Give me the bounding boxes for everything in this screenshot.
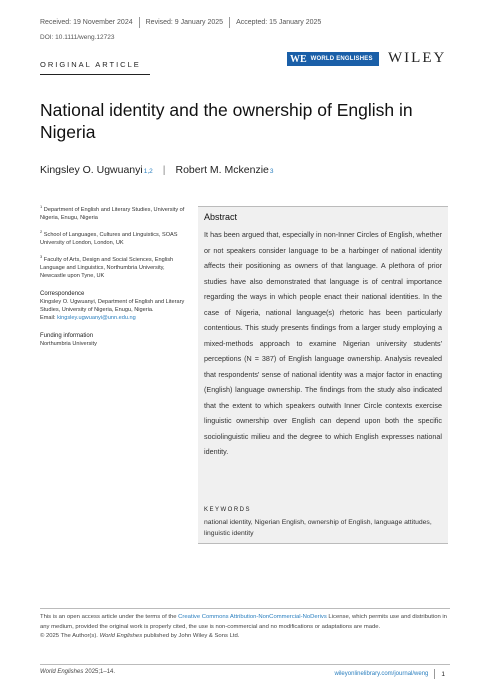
email-link[interactable]: kingsley.ugwuanyi@unn.edu.ng (57, 314, 136, 321)
footer-citation (40, 669, 115, 675)
author-name[interactable]: Robert M. Mckenzie (175, 164, 269, 176)
abstract-text: It has been argued that, especially in non-Inner Circles of English, whether or not speakers consider language to be a harbinger of national identity affects their positioning as owners of that language. A plethora of prior studies have also demonstrated that language is of central importance regarding the ways in which people enact their national identities. In the case of Nigeria, national language(s) rhetoric has been particularly contentious. This study presents findings from a larger study employing a mixed-methods approach to examine Nigerian university students' perceptions (N = 387) of English language ownership. Analysis revealed that respondents' sense of national identity was a major factor in enacting (English) language ownership. The findings from the study also indicated that the extent to which speakers outwith Inner Circle contexts exercise linguistic ownership over English can depend upon both the specific sociolinguistic milieu and the degree to which English expresses national identity. (204, 230, 442, 456)
author-name[interactable]: Kingsley O. Ugwuanyi (40, 164, 143, 176)
date-divider (139, 17, 140, 28)
publication-dates (40, 17, 321, 28)
revised-date: Revised: 9 January 2025 (145, 19, 224, 26)
author-info-column (40, 203, 190, 354)
correspondence-heading: Correspondence (40, 290, 85, 297)
author-affiliation-ref[interactable]: 1,2 (143, 168, 153, 175)
license-link[interactable]: Creative Commons Attribution-NonCommercial-NoDerivs (178, 614, 327, 620)
copyright-journal: World Englishes (99, 633, 143, 639)
date-divider (229, 17, 230, 28)
license-text-after: License, which permits use and distribution in any medium, provided the original work is properly cited, the use is non-commercial and no modifications or adaptations are made. (40, 614, 447, 630)
journal-url-link[interactable]: wileyonlinelibrary.com/journal/weng (334, 671, 429, 677)
affiliation (40, 203, 190, 222)
affiliation-number: 1 (40, 204, 43, 209)
journal-logo[interactable] (287, 52, 379, 66)
footer-right (334, 669, 445, 679)
footer-divider (434, 669, 435, 679)
correspondence-text: Kingsley O. Ugwuanyi, Department of English and Literary Studies, University of Nigeria, Enugu, Nigeria. (40, 298, 185, 313)
footer-journal-name: World Englishes (40, 669, 84, 675)
article-type: ORIGINAL ARTICLE (40, 60, 141, 69)
affiliation-text: Department of English and Literary Studies, University of Nigeria, Enugu, Nigeria (40, 206, 185, 221)
author-affiliation-ref[interactable]: 3 (269, 168, 274, 175)
footer-citation-rest: 2025;1–14. (83, 669, 116, 675)
accepted-date: Accepted: 15 January 2025 (236, 19, 322, 26)
copyright-text: © 2025 The Author(s). (40, 633, 100, 639)
abstract-heading: Abstract (204, 212, 238, 222)
footnote-rule (40, 608, 450, 609)
affiliation-text: School of Languages, Cultures and Linguistics, SOAS University of London, London, UK (40, 231, 178, 246)
affiliation (40, 228, 190, 247)
author-separator: | (162, 164, 166, 176)
publisher-logo[interactable]: WILEY (388, 50, 447, 66)
journal-logo-text: WORLD ENGLISHES (310, 56, 373, 62)
license-text-before: This is an open access article under the terms of the (40, 614, 179, 620)
received-date: Received: 19 November 2024 (40, 19, 133, 26)
funding-information (40, 332, 190, 348)
doi[interactable]: DOI: 10.1111/weng.12723 (40, 34, 115, 41)
funding-heading: Funding information (40, 332, 94, 339)
email-label: Email: (40, 314, 56, 321)
article-title: National identity and the ownership of English in Nigeria (40, 100, 413, 142)
affiliation-number: 2 (40, 228, 43, 234)
affiliation (40, 253, 190, 280)
keywords-heading: KEYWORDS (204, 507, 252, 513)
abstract-box (198, 206, 448, 544)
article-type-rule (40, 74, 150, 75)
affiliation-number: 3 (40, 253, 43, 259)
keywords-list: national identity, Nigerian English, ownership of English, language attitudes, linguistic identity (204, 519, 432, 537)
copyright-publisher: published by John Wiley & Sons Ltd. (142, 633, 240, 639)
author-list (40, 164, 274, 176)
affiliation-text: Faculty of Arts, Design and Social Sciences, English Language and Linguistics, Northumbria University, Newcastle upon Tyne, UK (40, 256, 174, 279)
page-number: 1 (441, 670, 445, 678)
journal-logo-mark: WE (290, 53, 307, 65)
funding-text: Northumbria University (40, 340, 97, 347)
correspondence (40, 290, 190, 322)
footer-rule (40, 664, 450, 665)
license-footnote (40, 613, 450, 642)
